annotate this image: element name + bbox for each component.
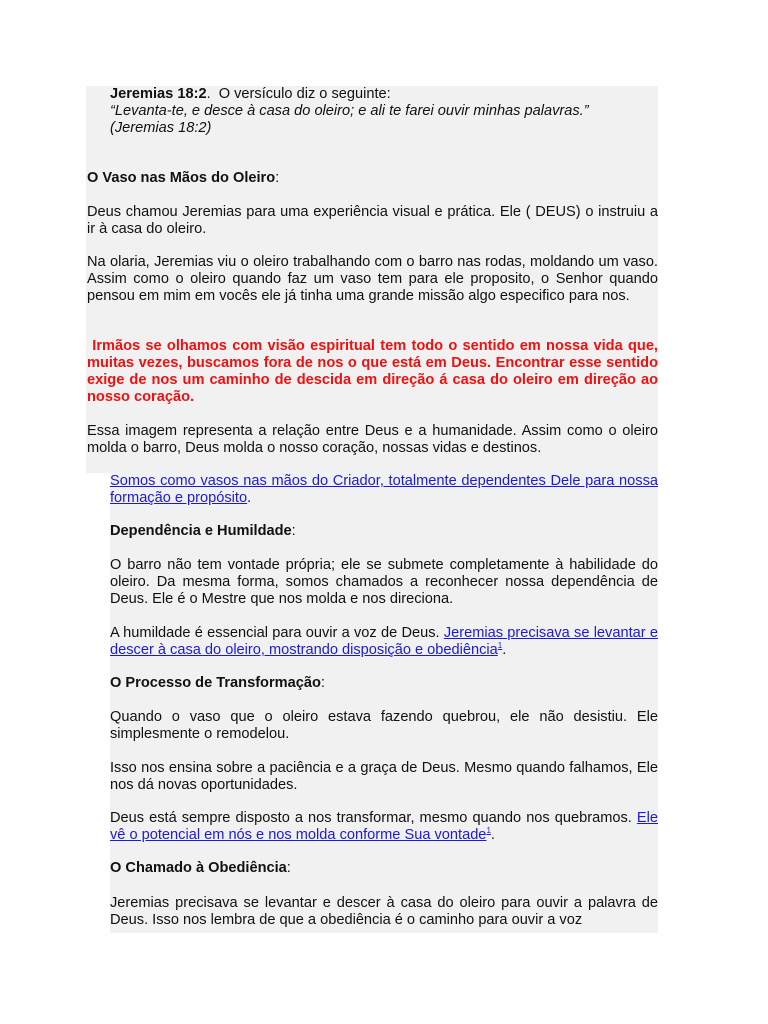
paragraph-chamado-jeremias: Deus chamou Jeremias para uma experiência visual e prática. Ele ( DEUS) o instruiu a ir à casa do oleiro.: [87, 204, 658, 237]
period: .: [490, 827, 495, 843]
red-text: Irmãos se olhamos com visão espiritual tem todo o sentido em nossa vida que, muitas vezes, buscamos fora de nos o que está em Deus. Encontrar esse sentido exige de nos um caminho de descida em direção á casa do oleiro em direção ao nosso coração.: [87, 338, 658, 405]
intro-separator: .: [206, 86, 211, 102]
section-heading-processo: [110, 675, 658, 692]
heading-colon: :: [286, 860, 291, 876]
period: .: [247, 490, 252, 506]
paragraph-relacao: Essa imagem representa a relação entre Deus e a humanidade. Assim como o oleiro molda o barro, Deus molda o nosso coração, nossas vidas e destinos.: [87, 423, 658, 456]
link-vasos-nas-maos[interactable]: Somos como vasos nas mãos do Criador, totalmente dependentes Dele para nossa formação e propósito: [110, 473, 658, 506]
highlighted-red-paragraph: [87, 338, 658, 406]
transformar-text: Deus está sempre disposto a nos transformar, mesmo quando nos quebramos.: [110, 810, 632, 826]
link-jeremias-disposicao[interactable]: Jeremias precisava se levantar e descer à casa do oleiro, mostrando disposição e obediência: [110, 625, 658, 658]
humildade-text: A humildade é essencial para ouvir a voz de Deus.: [110, 625, 440, 641]
section-heading-dependencia: [110, 523, 658, 540]
section-heading-chamado: [110, 860, 658, 877]
heading-text: Dependência e Humildade: [110, 523, 292, 539]
intro-text: O versículo diz o seguinte:: [218, 86, 391, 102]
heading-colon: :: [320, 675, 325, 691]
heading-text: O Chamado à Obediência: [110, 860, 287, 876]
paragraph-transformar: [110, 810, 658, 844]
paragraph-olaria: Na olaria, Jeremias viu o oleiro trabalhando com o barro nas rodas, moldando um vaso. Assim como o oleiro quando faz um vaso tem para ele proposito, o Senhor quando pensou em mim em vocês ele já tinha uma grande missão algo especifico para nos.: [87, 254, 658, 304]
paragraph-vasos-link: [110, 473, 658, 507]
paragraph-paciencia: Isso nos ensina sobre a paciência e a graça de Deus. Mesmo quando falhamos, Ele nos dá novas oportunidades.: [110, 760, 658, 793]
verse-reference: Jeremias 18:2: [110, 86, 207, 102]
verse-quote-reference: (Jeremias 18:2): [110, 120, 212, 136]
period: .: [502, 642, 507, 658]
paragraph-barro: O barro não tem vontade própria; ele se submete completamente à habilidade do oleiro. Da mesma forma, somos chamados a reconhecer nossa dependência de Deus. Ele é o Mestre que nos molda e nos direciona.: [110, 557, 658, 607]
heading-text: O Vaso nas Mãos do Oleiro: [87, 170, 276, 186]
verse-quote: “Levanta-te, e desce à casa do oleiro; e ali te farei ouvir minhas palavras.”: [110, 103, 589, 119]
footnote-reference[interactable]: 1: [497, 641, 503, 651]
heading-colon: :: [291, 523, 296, 539]
heading-text: O Processo de Transformação: [110, 675, 321, 691]
footnote-reference[interactable]: 1: [486, 826, 491, 836]
section-heading-vaso: [87, 170, 658, 187]
paragraph-obediencia: Jeremias precisava se levantar e descer à casa do oleiro para ouvir a palavra de Deus. Isso nos lembra de que a obediência é o caminho para ouvir a voz: [110, 895, 658, 928]
heading-colon: :: [275, 170, 280, 186]
paragraph-humildade: [110, 625, 658, 659]
intro-paragraph: [110, 86, 658, 137]
paragraph-vaso-quebrou: Quando o vaso que o oleiro estava fazendo quebrou, ele não desistiu. Ele simplesmente o remodelou.: [110, 709, 658, 742]
link-potencial[interactable]: Ele vê o potencial em nós e nos molda conforme Sua vontade: [110, 810, 658, 843]
